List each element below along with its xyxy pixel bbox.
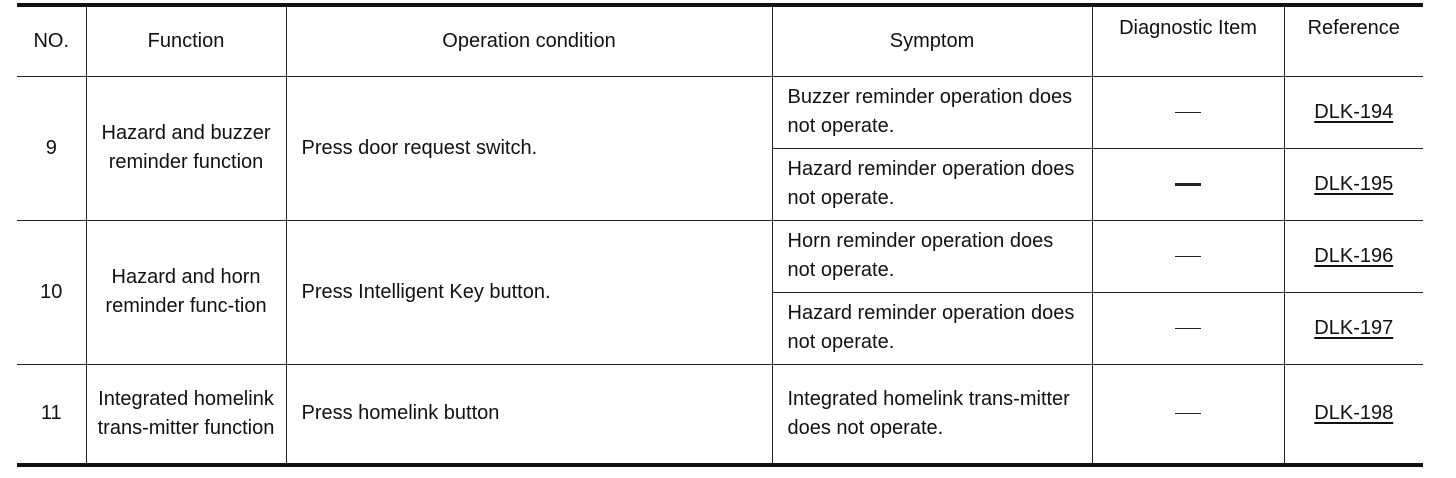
- table-row: [17, 220, 1423, 292]
- dash-icon: [1175, 256, 1201, 257]
- header-operation-condition: Operation condition: [286, 5, 772, 76]
- reference-cell: [1284, 148, 1423, 220]
- diagnosis-table: [17, 3, 1423, 467]
- reference-cell: [1284, 292, 1423, 364]
- header-row: [17, 5, 1423, 76]
- function-cell: Hazard and horn reminder func-tion: [86, 220, 286, 364]
- diagnostic-cell: [1092, 76, 1284, 148]
- row-number: 11: [17, 364, 86, 465]
- reference-link[interactable]: DLK-197: [1314, 316, 1394, 339]
- header-no: NO.: [17, 5, 86, 76]
- reference-cell: [1284, 76, 1423, 148]
- header-function: Function: [86, 5, 286, 76]
- reference-cell: [1284, 364, 1423, 465]
- symptom-cell: Horn reminder operation does not operate.: [772, 220, 1092, 292]
- symptom-cell: Buzzer reminder operation does not operate.: [772, 76, 1092, 148]
- function-cell: Integrated homelink trans-mitter function: [86, 364, 286, 465]
- diagnostic-cell: [1092, 220, 1284, 292]
- symptom-cell: Hazard reminder operation does not operate.: [772, 148, 1092, 220]
- diagnostic-cell: [1092, 292, 1284, 364]
- dash-icon: [1175, 183, 1201, 186]
- table-row: [17, 364, 1423, 465]
- dash-icon: [1175, 328, 1201, 329]
- symptom-cell: Integrated homelink trans-mitter does not operate.: [772, 364, 1092, 465]
- operation-cell: Press Intelligent Key button.: [286, 220, 772, 364]
- reference-link[interactable]: DLK-198: [1314, 402, 1394, 425]
- reference-link[interactable]: DLK-194: [1314, 100, 1394, 123]
- header-symptom: Symptom: [772, 5, 1092, 76]
- row-number: 10: [17, 220, 86, 364]
- operation-cell: Press homelink button: [286, 364, 772, 465]
- dash-icon: [1175, 112, 1201, 113]
- diagnostic-cell: [1092, 364, 1284, 465]
- reference-cell: [1284, 220, 1423, 292]
- header-diagnostic-item: Diagnostic Item: [1092, 5, 1284, 76]
- row-number: 9: [17, 76, 86, 220]
- header-reference: Reference: [1284, 5, 1423, 76]
- function-cell: Hazard and buzzer reminder function: [86, 76, 286, 220]
- table-row: [17, 76, 1423, 148]
- reference-link[interactable]: DLK-195: [1314, 172, 1394, 195]
- operation-cell: Press door request switch.: [286, 76, 772, 220]
- dash-icon: [1175, 413, 1201, 414]
- diagnostic-cell: [1092, 148, 1284, 220]
- symptom-cell: Hazard reminder operation does not operate.: [772, 292, 1092, 364]
- reference-link[interactable]: DLK-196: [1314, 244, 1394, 267]
